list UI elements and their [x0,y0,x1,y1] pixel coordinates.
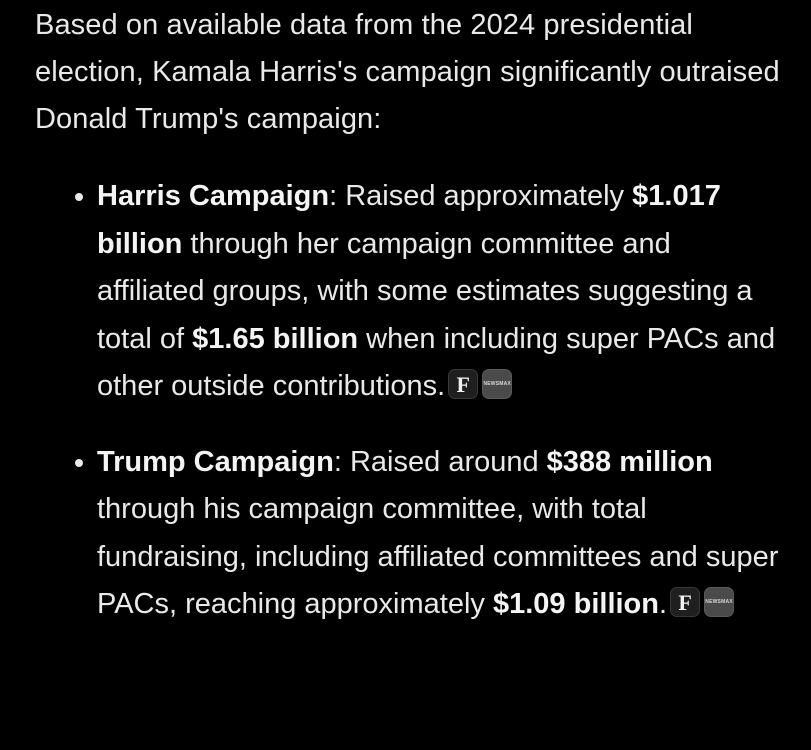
label-separator: : [333,445,350,478]
trump-text-2: through his campaign committee, with total fundraising, including affiliated committees and super PACs, reaching approximately [97,493,779,620]
bullet-dot-icon [75,193,83,201]
harris-label: Harris Campaign [97,180,330,212]
label-separator: : [329,180,346,212]
trump-text-3: . [658,588,668,620]
forbes-source-icon[interactable]: F [670,587,700,617]
trump-amount-total: $1.09 billion [492,588,659,620]
list-item-harris [35,173,781,411]
newsmax-source-icon[interactable]: NEWSMAX [704,587,734,617]
harris-text-3: when including super PACs and other outside contributions. [97,322,776,402]
bullet-list [35,173,781,629]
trump-amount-campaign: $388 million [546,445,713,478]
harris-text-2: through her campaign committee and affiliated groups, with some estimates suggesting a total of [97,227,753,355]
trump-label: Trump Campaign [97,445,334,478]
intro-paragraph: Based on available data from the 2024 presidential election, Kamala Harris's campaign significantly outraised Donald Trump's campaign: [35,9,780,135]
bullet-dot-icon [75,459,83,467]
forbes-source-icon[interactable]: F [448,369,478,399]
trump-text-1: Raised around [349,445,547,478]
harris-amount-campaign: $1.017 billion [97,180,721,260]
harris-amount-total: $1.65 billion [192,322,359,355]
harris-text-1: Raised approximately [345,180,633,212]
newsmax-source-icon[interactable]: NEWSMAX [482,369,512,399]
list-item-trump [35,439,781,629]
